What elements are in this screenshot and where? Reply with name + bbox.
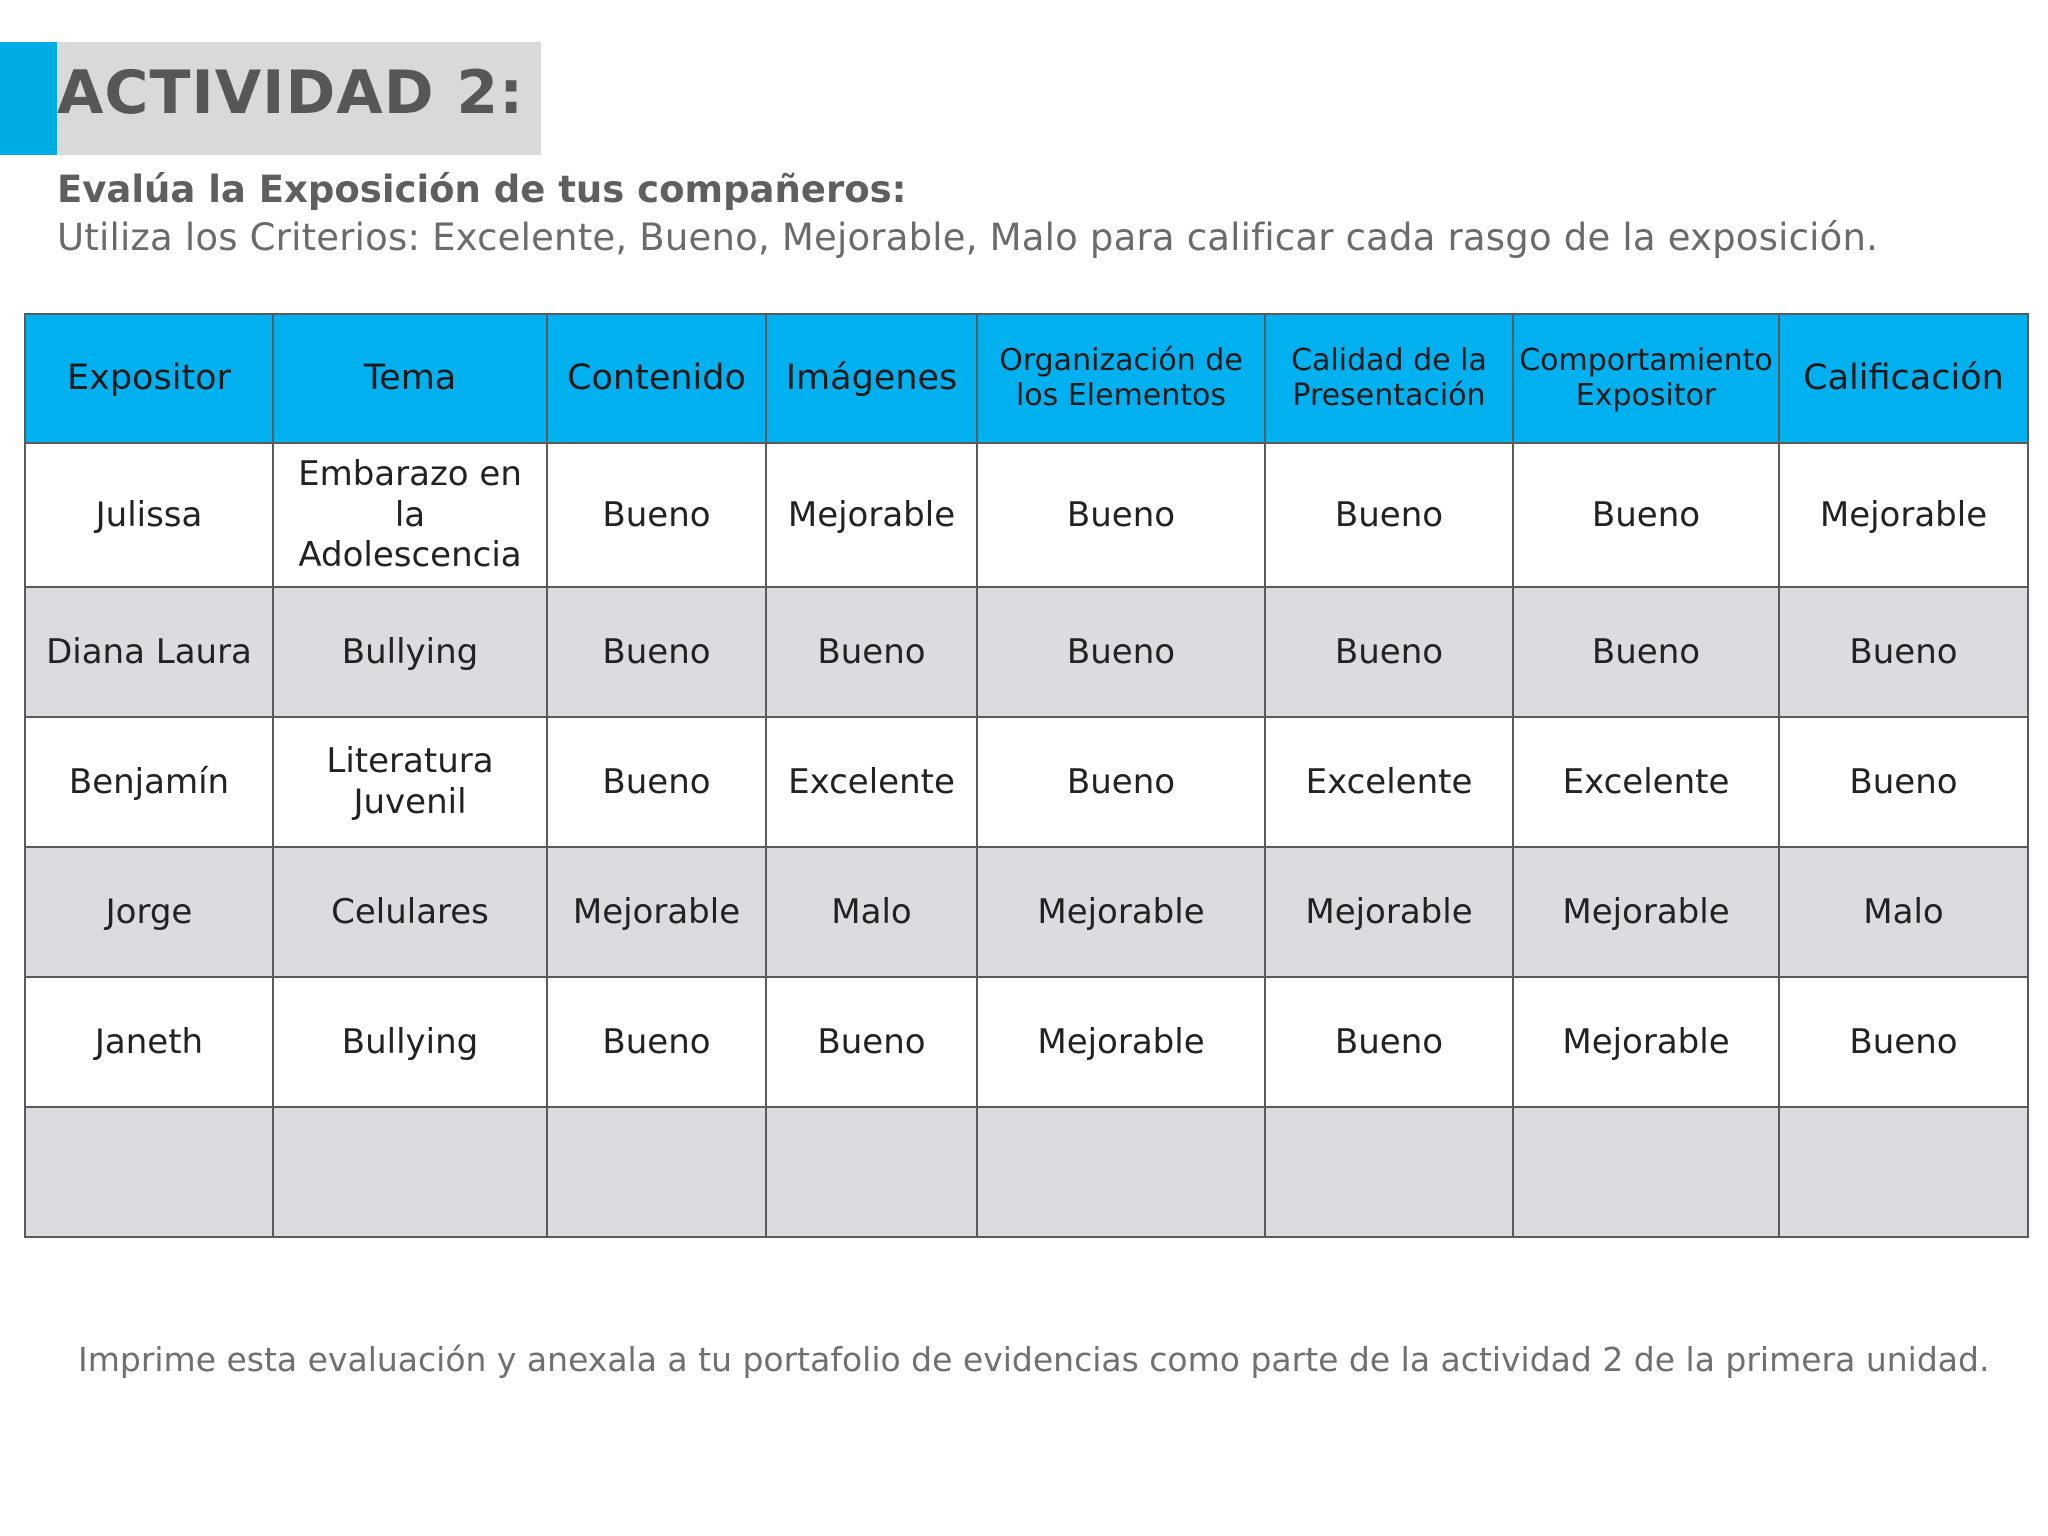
col-header-tema: Tema <box>273 314 547 443</box>
cell-tema <box>273 1107 547 1237</box>
table-row <box>25 847 2028 977</box>
table-row <box>25 443 2028 587</box>
cell-comportamiento: Bueno <box>1513 443 1779 587</box>
cell-calificacion: Bueno <box>1779 717 2028 847</box>
cell-expositor: Janeth <box>25 977 273 1107</box>
col-header-comportamiento: Comportamiento Expositor <box>1513 314 1779 443</box>
cell-tema: Literatura Juvenil <box>273 717 547 847</box>
cell-imagenes: Mejorable <box>766 443 977 587</box>
cell-expositor: Diana Laura <box>25 587 273 717</box>
table-row <box>25 977 2028 1107</box>
cell-imagenes <box>766 1107 977 1237</box>
cell-tema: Embarazo en la Adolescencia <box>273 443 547 587</box>
cell-calidad: Bueno <box>1265 977 1513 1107</box>
cell-contenido: Bueno <box>547 977 766 1107</box>
cell-expositor: Julissa <box>25 443 273 587</box>
table-row <box>25 717 2028 847</box>
cell-tema: Celulares <box>273 847 547 977</box>
page-subtitle: Evalúa la Exposición de tus compañeros: <box>57 168 907 211</box>
table-row-empty <box>25 1107 2028 1237</box>
cell-imagenes: Bueno <box>766 587 977 717</box>
cell-calificacion <box>1779 1107 2028 1237</box>
cell-calificacion: Bueno <box>1779 587 2028 717</box>
instructions-text: Utiliza los Criterios: Excelente, Bueno, Mejorable, Malo para calificar cada rasgo de la exposición. <box>57 216 1879 259</box>
cell-imagenes: Malo <box>766 847 977 977</box>
cell-calidad: Bueno <box>1265 443 1513 587</box>
title-accent-bar <box>0 42 57 155</box>
cell-tema: Bullying <box>273 587 547 717</box>
cell-comportamiento: Bueno <box>1513 587 1779 717</box>
cell-calificacion: Mejorable <box>1779 443 2028 587</box>
cell-organizacion: Bueno <box>977 443 1265 587</box>
cell-calidad: Excelente <box>1265 717 1513 847</box>
cell-calificacion: Malo <box>1779 847 2028 977</box>
cell-calidad: Mejorable <box>1265 847 1513 977</box>
cell-comportamiento: Excelente <box>1513 717 1779 847</box>
footer-note: Imprime esta evaluación y anexala a tu portafolio de evidencias como parte de la actividad 2 de la primera unidad. <box>78 1340 1990 1379</box>
cell-tema: Bullying <box>273 977 547 1107</box>
cell-contenido: Bueno <box>547 587 766 717</box>
cell-imagenes: Excelente <box>766 717 977 847</box>
cell-calidad: Bueno <box>1265 587 1513 717</box>
col-header-contenido: Contenido <box>547 314 766 443</box>
cell-organizacion: Bueno <box>977 587 1265 717</box>
cell-comportamiento: Mejorable <box>1513 847 1779 977</box>
table-row <box>25 587 2028 717</box>
cell-expositor: Benjamín <box>25 717 273 847</box>
cell-contenido: Mejorable <box>547 847 766 977</box>
col-header-organizacion: Organización de los Elementos <box>977 314 1265 443</box>
col-header-imagenes: Imágenes <box>766 314 977 443</box>
page-title: ACTIVIDAD 2: <box>57 58 525 128</box>
cell-expositor: Jorge <box>25 847 273 977</box>
cell-organizacion: Mejorable <box>977 847 1265 977</box>
col-header-calificacion: Calificación <box>1779 314 2028 443</box>
cell-imagenes: Bueno <box>766 977 977 1107</box>
evaluation-table <box>24 313 2029 1238</box>
cell-comportamiento: Mejorable <box>1513 977 1779 1107</box>
cell-organizacion: Mejorable <box>977 977 1265 1107</box>
cell-calidad <box>1265 1107 1513 1237</box>
table-header-row <box>25 314 2028 443</box>
cell-contenido <box>547 1107 766 1237</box>
cell-expositor <box>25 1107 273 1237</box>
cell-organizacion <box>977 1107 1265 1237</box>
col-header-expositor: Expositor <box>25 314 273 443</box>
cell-comportamiento <box>1513 1107 1779 1237</box>
cell-organizacion: Bueno <box>977 717 1265 847</box>
cell-calificacion: Bueno <box>1779 977 2028 1107</box>
col-header-calidad: Calidad de la Presentación <box>1265 314 1513 443</box>
cell-contenido: Bueno <box>547 443 766 587</box>
cell-contenido: Bueno <box>547 717 766 847</box>
